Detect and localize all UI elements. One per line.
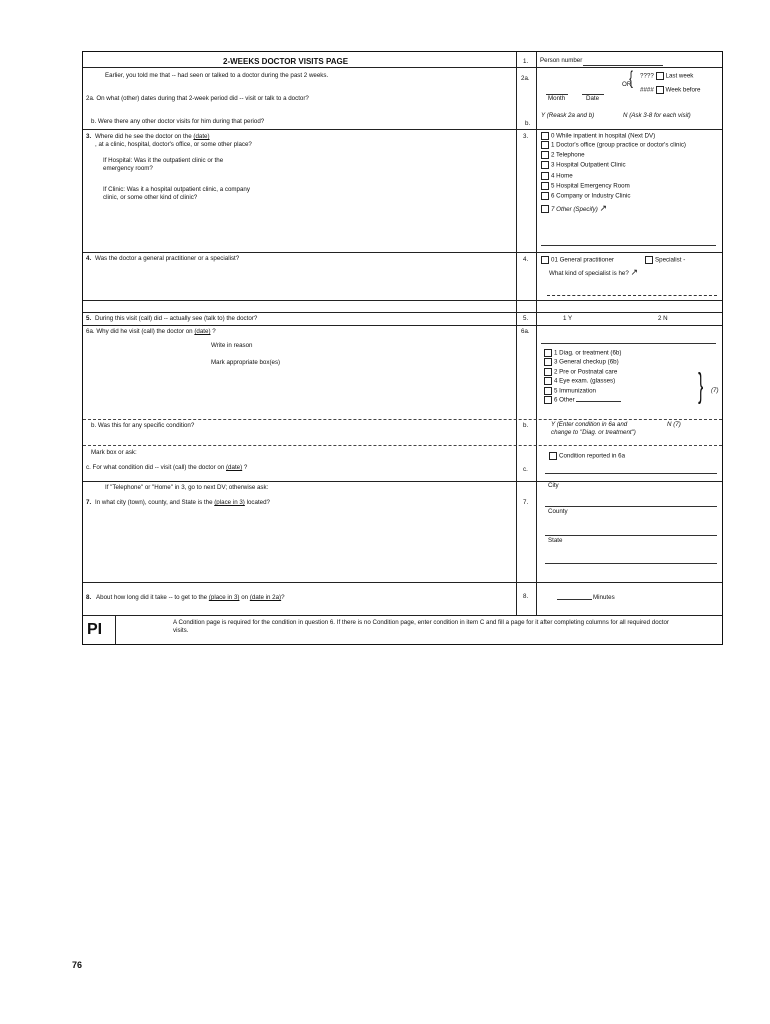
- section-line-7: [83, 481, 722, 482]
- pi-box: [83, 615, 116, 644]
- q2b-answer-number: b.: [525, 120, 531, 127]
- date-label: Date: [586, 95, 600, 102]
- q3-option-emergency[interactable]: 5 Hospital Emergency Room: [541, 182, 721, 190]
- q8-question: 8. About how long did it take -- to get to the (place in 3) on (date in 2a)?: [86, 594, 285, 601]
- q7-number: 7.: [86, 499, 92, 506]
- q6c-question: c. For what condition did -- visit (call) the doctor on (date) ?: [86, 464, 248, 471]
- q6a-option-other[interactable]: 6 Other: [544, 396, 684, 404]
- q7-text: In what city (town), county, and State is the (place in 3) located?: [95, 499, 270, 506]
- q3-text-line1: Where did he see the doctor on the (date): [95, 133, 210, 140]
- arrow-icon: ↗: [599, 202, 608, 213]
- q2b-question: [91, 118, 264, 126]
- q7-skip-instruction: If "Telephone" or "Home" in 3, go to next DV; otherwise ask:: [105, 484, 269, 491]
- q6c-answer-number: c.: [523, 466, 528, 473]
- q6a-option-eye[interactable]: 4 Eye exam. (glasses): [544, 377, 684, 385]
- q5-no-option[interactable]: 2 N: [658, 315, 668, 322]
- q5-yes-option[interactable]: 1 Y: [563, 315, 573, 322]
- left-brace: {: [629, 68, 633, 88]
- dashed-line-6c: [83, 445, 722, 446]
- person-number-label: Person number: [540, 57, 583, 64]
- q8-number: 8.: [86, 594, 92, 601]
- q4-what-kind: What kind of specialist is he? ↗: [549, 267, 639, 277]
- q6a-write-instruction: Write in reason: [211, 342, 253, 349]
- q5-text: During this visit (call) did -- actually see (talk to) the doctor?: [95, 315, 258, 322]
- q3-number: 3.: [86, 133, 92, 140]
- q6c-number: c.: [86, 464, 93, 471]
- q2b-text: Were there any other doctor visits for him during that period?: [97, 118, 265, 125]
- q2a-number: 2a.: [86, 95, 97, 102]
- week-before-checkbox[interactable]: [656, 86, 664, 94]
- city-label: City: [548, 482, 559, 489]
- column-divider-right: [536, 52, 537, 615]
- q3-other-specify-field[interactable]: [541, 245, 716, 246]
- section-line-8: [83, 582, 722, 583]
- q2b-number: b.: [91, 118, 98, 125]
- q6a-option-diag[interactable]: 1 Diag. or treatment (6b): [544, 349, 684, 357]
- state-field[interactable]: [545, 563, 717, 564]
- q6a-brace-note: (7): [711, 387, 719, 394]
- q1-number: 1.: [523, 58, 529, 65]
- section-line-6: [83, 325, 722, 326]
- q6a-options: [544, 349, 684, 404]
- q2a-text: On what (other) dates during that 2-week period did -- visit or talk to a doctor?: [96, 95, 309, 102]
- q6b-answer-number: b.: [523, 422, 529, 429]
- q3-option-telephone[interactable]: 2 Telephone: [541, 151, 721, 159]
- arrow-icon: ↗: [630, 267, 639, 277]
- dashed-line-6b: [83, 419, 722, 420]
- q6b-number: b.: [91, 422, 98, 429]
- or-label: OR: [622, 81, 632, 88]
- section-line-4: [83, 300, 722, 301]
- week-before-option[interactable]: #### Week before: [640, 86, 701, 94]
- q3-option-inpatient[interactable]: 0 While inpatient in hospital (Next DV): [541, 132, 721, 140]
- q6c-condition-field[interactable]: [545, 473, 717, 474]
- q3-option-doctors-office[interactable]: 1 Doctor's office (group practice or doctor's clinic): [541, 141, 711, 149]
- q5-number: 5.: [86, 315, 92, 322]
- q3-text-line2: , at a clinic, hospital, doctor's office, or some other place?: [95, 141, 252, 148]
- q2b-yes-option[interactable]: Y (Reask 2a and b): [541, 112, 595, 119]
- q2a-question: [86, 95, 309, 103]
- footer-note: A Condition page is required for the condition in question 6. If there is no Condition page, enter condition in item C and fill a page for it after completing columns for all required doctor visits.: [173, 619, 669, 634]
- pi-label: PI: [87, 621, 103, 638]
- q7-answer-number: 7.: [523, 499, 529, 506]
- section-line-2: [83, 129, 722, 130]
- q4-specialist-field[interactable]: [547, 295, 717, 296]
- state-label: State: [548, 537, 563, 544]
- q6c-mark-instruction: Mark box or ask:: [91, 449, 137, 456]
- q3-clinic-probe: If Clinic: Was it a hospital outpatient clinic, a company clinic, or some other kind of clinic?: [103, 186, 250, 201]
- header-underline: [83, 67, 722, 68]
- q6b-yes-option[interactable]: Y (Enter condition in 6a and change to "Diag. or treatment"): [551, 421, 636, 436]
- q6a-option-prenatal[interactable]: 2 Pre or Postnatal care: [544, 368, 684, 376]
- q3-option-company[interactable]: 6 Company or Industry Clinic: [541, 192, 721, 200]
- q4-gp-option[interactable]: 01 General practitioner: [541, 256, 614, 264]
- q2b-no-option[interactable]: N (Ask 3-8 for each visit): [623, 112, 691, 119]
- q6a-reason-field[interactable]: [541, 343, 716, 344]
- section-line-5: [83, 312, 722, 313]
- q4-answer-number: 4.: [523, 256, 529, 263]
- q4-text: Was the doctor a general practitioner or a specialist?: [95, 255, 240, 262]
- page-number: 76: [72, 960, 83, 970]
- q6c-reported-option[interactable]: Condition reported in 6a: [549, 452, 625, 460]
- county-label: County: [548, 508, 568, 515]
- intro-text: Earlier, you told me that -- had seen or talked to a doctor during the past 2 weeks.: [105, 72, 329, 79]
- last-week-option[interactable]: ???? Last week: [640, 72, 694, 80]
- q6a-question: 6a. Why did he visit (call) the doctor on (date) ?: [86, 328, 216, 335]
- county-field[interactable]: [545, 535, 717, 536]
- doctor-visits-form: [82, 51, 723, 645]
- minutes-field[interactable]: [557, 599, 592, 600]
- q3-answer-number: 3.: [523, 133, 529, 140]
- column-divider-left: [516, 52, 517, 615]
- q4-specialist-option[interactable]: Specialist -: [645, 256, 685, 264]
- q6a-option-checkup[interactable]: 3 General checkup (6b): [544, 358, 684, 366]
- section-line-3: [83, 252, 722, 253]
- q3-hospital-probe: If Hospital: Was it the outpatient clinic or the emergency room?: [103, 157, 224, 172]
- q5-answer-number: 5.: [523, 315, 529, 322]
- q4-number: 4.: [86, 255, 92, 262]
- q3-option-outpatient[interactable]: 3 Hospital Outpatient Clinic: [541, 161, 721, 169]
- q8-answer-number: 8.: [523, 593, 529, 600]
- q6a-mark-instruction: Mark appropriate box(es): [211, 359, 281, 366]
- q3-option-other[interactable]: 7 Other (Specify) ↗: [541, 203, 721, 214]
- month-label: Month: [548, 95, 566, 102]
- q6b-no-option[interactable]: N (7): [667, 421, 681, 428]
- person-number-field[interactable]: [583, 65, 663, 66]
- minutes-label: Minutes: [593, 594, 615, 601]
- q3-option-home[interactable]: 4 Home: [541, 172, 721, 180]
- q6a-option-immunization[interactable]: 5 Immunization: [544, 387, 684, 395]
- last-week-checkbox[interactable]: [656, 72, 664, 80]
- page-title: 2-WEEKS DOCTOR VISITS PAGE: [223, 57, 349, 66]
- q6a-number: 6a.: [86, 328, 97, 335]
- q6b-question: b. Was this for any specific condition?: [91, 422, 195, 429]
- section-line-footer: [83, 615, 722, 616]
- right-brace: }: [698, 367, 704, 405]
- q3-options: [541, 132, 721, 214]
- city-field[interactable]: [545, 506, 717, 507]
- q2a-answer-number: 2a.: [521, 75, 530, 82]
- q6a-answer-number: 6a.: [521, 328, 530, 335]
